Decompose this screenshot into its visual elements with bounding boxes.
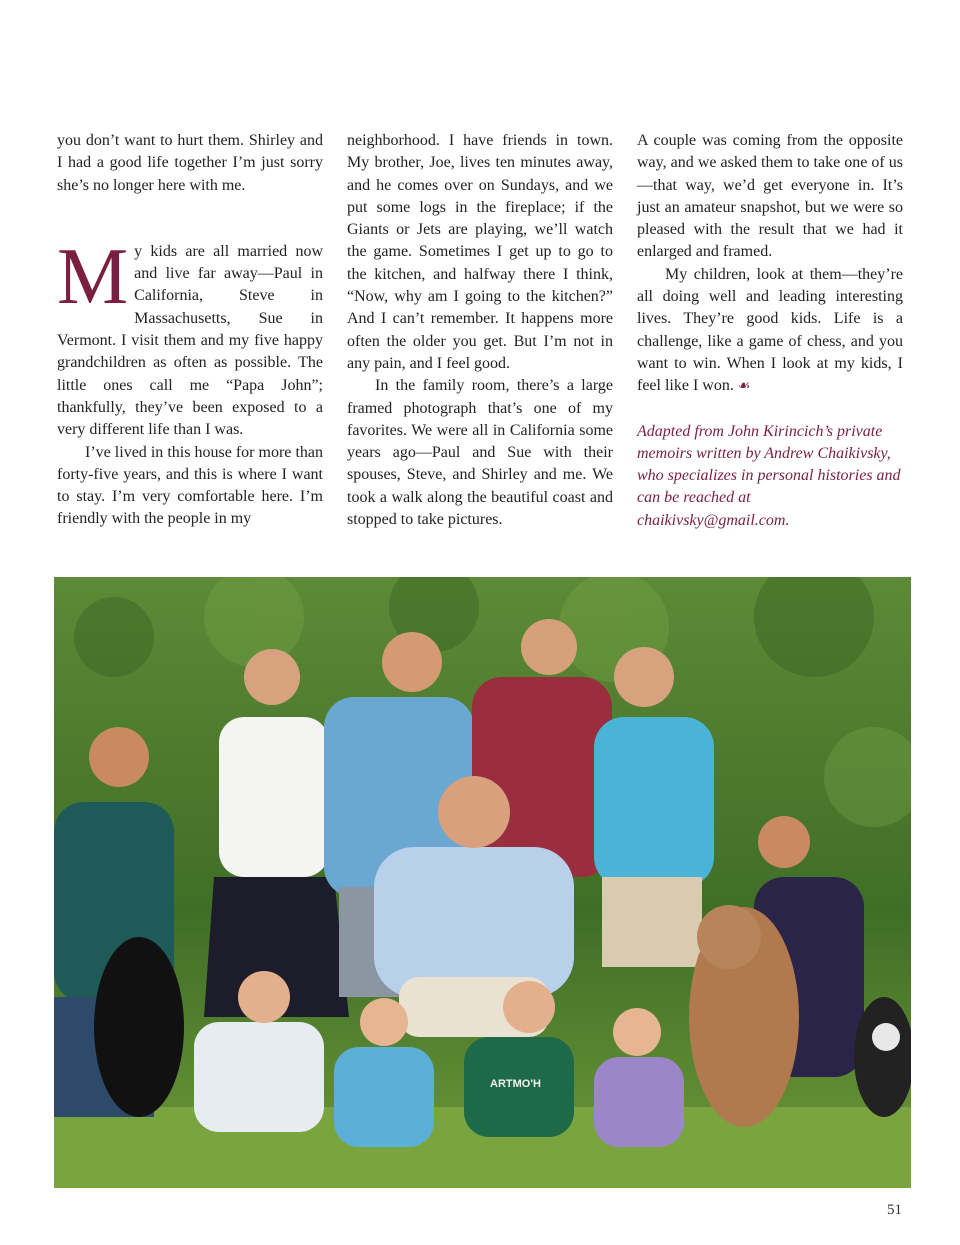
- author-credit: Adapted from John Kirincich’s private memoirs written by Andrew Chaikivsky, who specializes in personal histories and can be reached at chaikivsky@gmail.com.: [637, 422, 901, 529]
- paragraph: [637, 264, 903, 399]
- article-column-3: [637, 130, 903, 532]
- paragraph: A couple was coming from the opposite way, and we asked them to take one of us—that way, we’d get everyone in. It’s just an amateur snapshot, but we were so pleased with the result that we had it enlarged and framed.: [637, 132, 903, 261]
- family-photo: [54, 577, 911, 1188]
- page-number: 51: [887, 1202, 902, 1218]
- shirt-lettering: ARTMO'H: [490, 1078, 541, 1090]
- paragraph-dropcap: [57, 232, 323, 442]
- article-column-2: [347, 130, 613, 531]
- paragraph: you don’t want to hurt them. Shirley and I had a good life together I’m just sorry she’s no longer here with me.: [57, 132, 323, 194]
- end-mark-icon: ☙: [737, 379, 751, 395]
- article-column-1: [57, 130, 323, 531]
- paragraph-text: My children, look at them—they’re all doing well and leading interesting lives. They’re good kids. Life is a challenge, like a game of chess, and you want to win. When I look at my kids, I feel like I won.: [637, 265, 903, 395]
- paragraph: neighborhood. I have friends in town. My brother, Joe, lives ten minutes away, and he comes over on Sundays, and we put some logs in the fireplace; if the Giants or Jets are playing, we’ll watch the game. Sometimes I get up to go to the kitchen, and halfway there I think, “Now, why am I going to the kitchen?” And I can’t remember. It happens more often the older you get. But I’m not in any pain, and I feel good.: [347, 132, 613, 372]
- paragraph: In the family room, there’s a large framed photograph that’s one of my favorites. We were all in California some years ago—Paul and Sue with their spouses, Steve, and Shirley and me. We took a walk along the beautiful coast and stopped to take pictures.: [347, 377, 613, 529]
- paragraph-text: y kids are all married now and live far away—Paul in California, Steve in Massachusetts, Sue in Vermont. I visit them and my five happy grandchildren as often as possible. The little ones call me “Papa John”; thankfully, they’ve been exposed to a very different life than I was.: [57, 242, 323, 439]
- dog-black-poodle: [94, 937, 184, 1117]
- paragraph: I’ve lived in this house for more than forty-five years, and this is where I want to stay. I’m very comfortable here. I’m friendly with the people in my: [57, 443, 323, 528]
- drop-cap: M: [57, 232, 129, 321]
